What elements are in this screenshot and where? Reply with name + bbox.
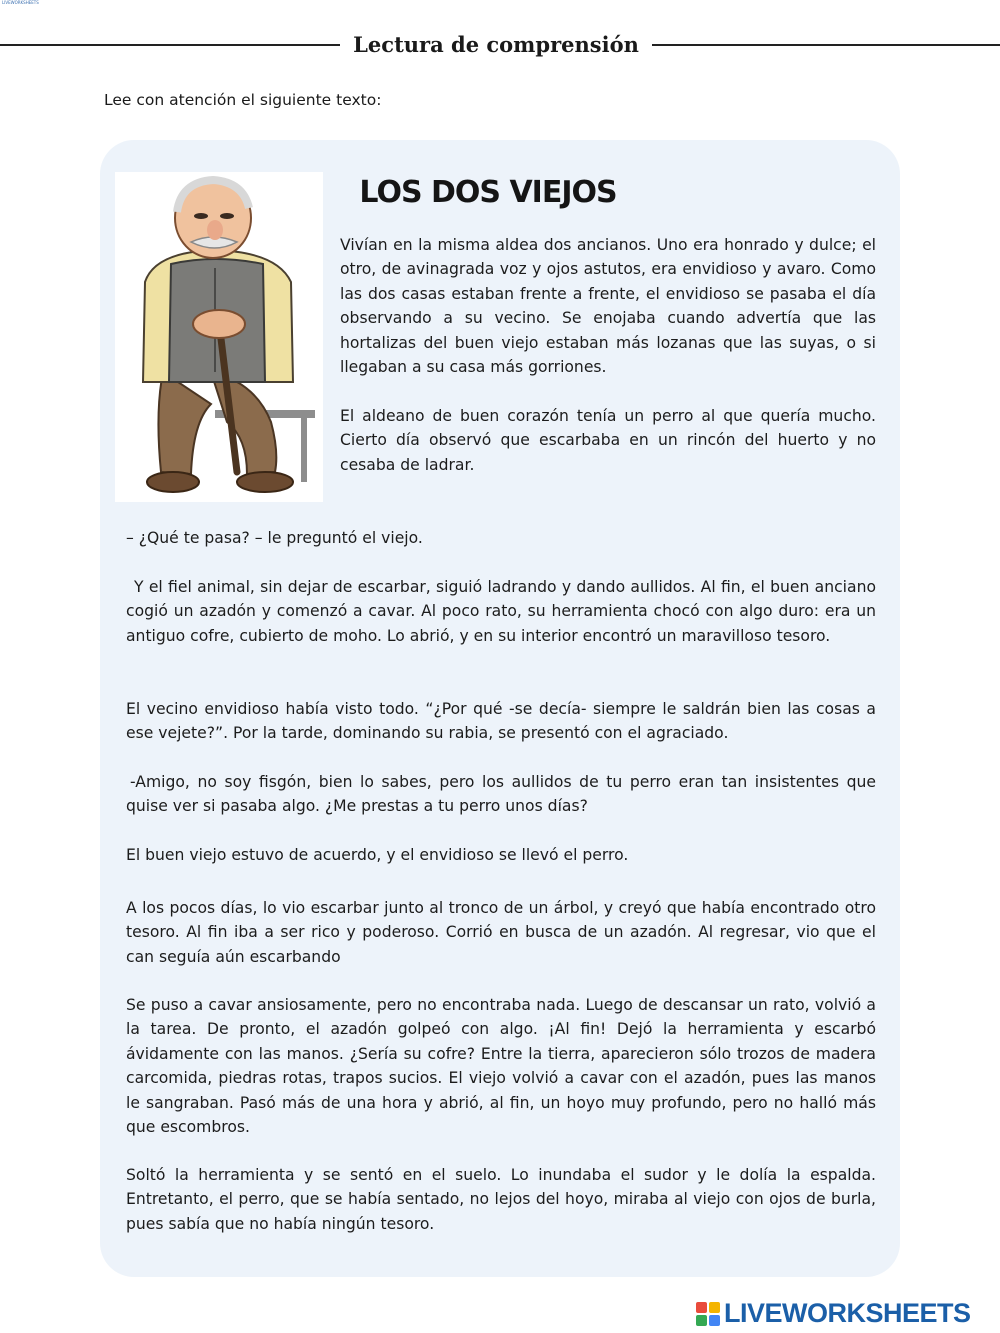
- worksheet-header: [0, 30, 1000, 60]
- old-man-icon: [115, 172, 323, 502]
- header-rule-right: [652, 44, 1000, 46]
- story-paragraph: El buen viejo estuvo de acuerdo, y el envidioso se llevó el perro.: [126, 846, 629, 864]
- story-paragraph: Vivían en la misma aldea dos ancianos. Uno era honrado y dulce; el otro, de avinagrada voz y ojos astutos, era envidioso y avaro. Como las dos casas estaban frente a frente, el envidioso se pasaba el día observando a su vecino. Se enojaba cuando advertía que las hortalizas del buen viejo estaban más lozanas que las suyas, o si llegaban a su casa más gorriones.: [340, 236, 876, 377]
- story-title: LOS DOS VIEJOS: [359, 175, 617, 210]
- logo-blocks-icon: [696, 1302, 722, 1326]
- story-paragraph: Se puso a cavar ansiosamente, pero no encontraba nada. Luego de descansar un rato, volvió a la tarea. De pronto, el azadón golpeó con algo. ¡Al fin! Dejó la herramienta y escarbó ávidamente con las manos. ¿Sería su cofre? Entre la tierra, aparecieron sólo trozos de madera carcomida, piedras rotas, trapos sucios. El viejo volvió a cavar con el azadón, pues las manos le sangraban. Pasó más de una hora y abrió, al fin, un hoyo muy profundo, pero no halló más que escombros.: [126, 996, 876, 1137]
- top-corner-logo: LIVEWORKSHEETS: [2, 0, 39, 5]
- page-title: Lectura de comprensión: [353, 32, 639, 57]
- story-paragraph: A los pocos días, lo vio escarbar junto al tronco de un árbol, y creyó que había encontrado otro tesoro. Al fin iba a ser rico y poderoso. Corrió en busca de un azadón. Al regresar, vio que el can seguía aún escarbando: [126, 899, 876, 966]
- logo-wordmark: LIVEWORKSHEETS: [724, 1298, 971, 1328]
- header-rule-left: [0, 44, 340, 46]
- story-paragraph: – ¿Qué te pasa? – le preguntó el viejo.: [126, 529, 423, 547]
- old-man-illustration: [115, 172, 323, 502]
- story-paragraph: Y el fiel animal, sin dejar de escarbar, siguió ladrando y dando aullidos. Al fin, el buen anciano cogió un azadón y comenzó a cavar. Al poco rato, su herramienta chocó con algo duro: era un antiguo cofre, cubierto de moho. Lo abrió, y en su interior encontró un maravilloso tesoro.: [126, 578, 876, 645]
- liveworksheets-logo: [696, 1296, 996, 1330]
- story-paragraph: El aldeano de buen corazón tenía un perro al que quería mucho. Cierto día observó que escarbaba en un rincón del huerto y no cesaba de ladrar.: [340, 407, 876, 474]
- story-paragraph: Soltó la herramienta y se sentó en el suelo. Lo inundaba el sudor y le dolía la espalda. Entretanto, el perro, que se había sentado, no lejos del hoyo, miraba al viejo con ojos de burla, pues sabía que no había ningún tesoro.: [126, 1166, 876, 1233]
- story-paragraph: -Amigo, no soy fisgón, bien lo sabes, pero los aullidos de tu perro eran tan insistentes que quise ver si pasaba algo. ¿Me prestas a tu perro unos días?: [126, 773, 876, 816]
- story-paragraph: El vecino envidioso había visto todo. “¿Por qué -se decía- siempre le saldrán bien las cosas a ese vejete?”. Por la tarde, dominando su rabia, se presentó con el agraciado.: [126, 700, 876, 743]
- instruction-text: Lee con atención el siguiente texto:: [104, 91, 382, 109]
